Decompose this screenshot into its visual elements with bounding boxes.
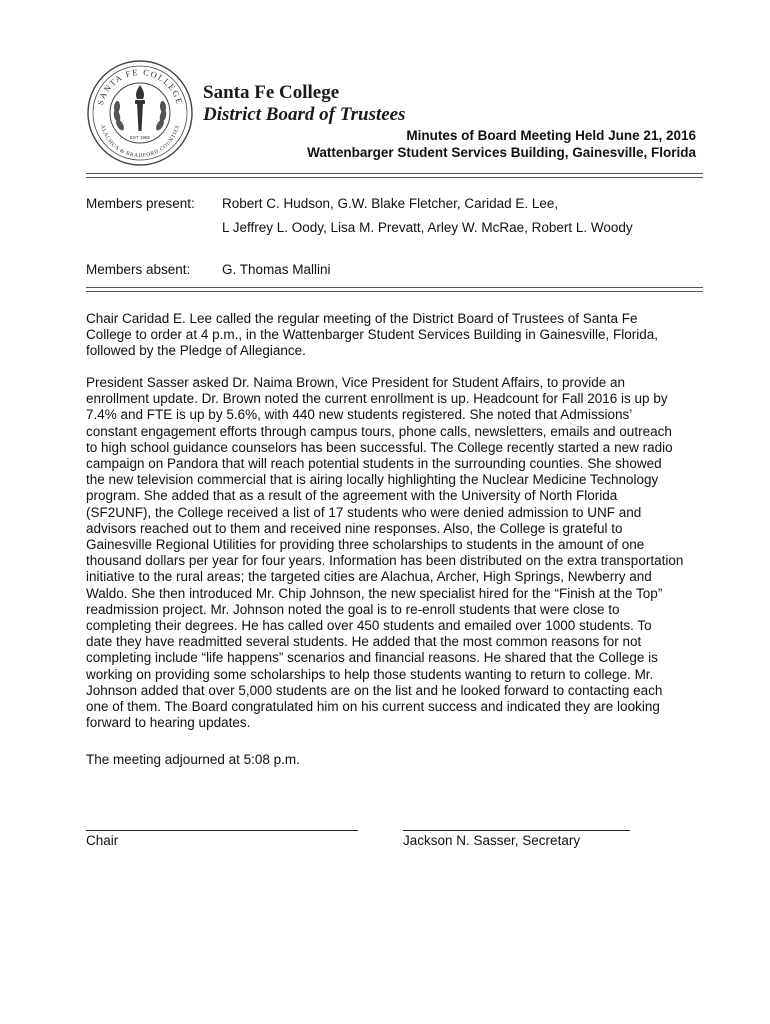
meeting-location: Wattenbarger Student Services Building, Gainesville, Florida bbox=[307, 145, 696, 160]
board-name: District Board of Trustees bbox=[203, 104, 406, 125]
text-line: completing their degrees. He has called over 450 students and emailed over 1000 students. To bbox=[86, 618, 652, 634]
text-line: forward to hearing updates. bbox=[86, 715, 251, 731]
svg-text:EST 1965: EST 1965 bbox=[130, 135, 150, 140]
text-line: Waldo. She then introduced Mr. Chip Johnson, the new specialist hired for the “Finish at the Top” bbox=[86, 585, 663, 601]
college-seal-icon bbox=[86, 59, 194, 167]
text-line: The meeting adjourned at 5:08 p.m. bbox=[86, 752, 300, 767]
text-line: to high school guidance counselors has been successful. The College recently started a new radio bbox=[86, 439, 673, 455]
members-divider bbox=[86, 287, 703, 292]
text-line: College to order at 4 p.m., in the Wattenbarger Student Services Building in Gainesville, Florida, bbox=[86, 327, 659, 343]
svg-text:SANTA FE COLLEGE: SANTA FE COLLEGE bbox=[94, 66, 186, 107]
secretary-signature-label: Jackson N. Sasser, Secretary bbox=[403, 833, 581, 848]
text-line: the new television commercial that is airing locally highlighting the Nuclear Medicine Technology bbox=[86, 472, 659, 488]
text-line: initiative to the rural areas; the targeted cities are Alachua, Archer, High Springs, Newberry and bbox=[86, 569, 652, 585]
chair-signature-label: Chair bbox=[86, 833, 119, 848]
minutes-title: Minutes of Board Meeting Held June 21, 2016 bbox=[406, 128, 696, 143]
text-line: President Sasser asked Dr. Naima Brown, Vice President for Student Affairs, to provide an bbox=[86, 375, 626, 390]
chair-signature-line bbox=[86, 830, 358, 831]
secretary-signature-line bbox=[403, 830, 630, 831]
text-line: Johnson added that over 5,000 students are on the list and he looked forward to contacting each bbox=[86, 682, 663, 698]
text-line: one of them. The Board congratulated him on his current success and indicated they are looking bbox=[86, 699, 660, 715]
text-line: enrollment update. Dr. Brown noted the current enrollment is up. Headcount for Fall 2016 is up by bbox=[86, 391, 668, 407]
text-line: thousand dollars per year for four years. Information has been distributed on the extra transportation bbox=[86, 553, 684, 569]
text-line: (SF2UNF), the College received a list of 17 students who were denied admission to UNF and bbox=[86, 504, 642, 520]
paragraph-call-to-order bbox=[86, 311, 706, 360]
members-present-line-2: L Jeffrey L. Oody, Lisa M. Prevatt, Arley W. McRae, Robert L. Woody bbox=[222, 220, 633, 235]
members-absent-value: G. Thomas Mallini bbox=[222, 262, 331, 277]
text-line: 7.4% and FTE is up by 5.6%, with 440 new students registered. She noted that Admissions’ bbox=[86, 407, 633, 423]
text-line: Gainesville Regional Utilities for providing three scholarships to students in the amount of one bbox=[86, 537, 645, 553]
members-absent-label: Members absent: bbox=[86, 262, 191, 277]
text-line: program. She added that as a result of the agreement with the University of North Florida bbox=[86, 488, 618, 504]
svg-text:ALACHUA & BRADFORD COUNTIES: ALACHUA & BRADFORD COUNTIES bbox=[98, 124, 182, 160]
members-present-line-1: Robert C. Hudson, G.W. Blake Fletcher, Caridad E. Lee, bbox=[222, 196, 559, 211]
paragraph-enrollment-update bbox=[86, 375, 706, 731]
text-line: Chair Caridad E. Lee called the regular meeting of the District Board of Trustees of Santa Fe bbox=[86, 311, 638, 326]
text-line: followed by the Pledge of Allegiance. bbox=[86, 343, 306, 359]
text-line: completing include “life happens” scenarios and financial reasons. He shared that the College is bbox=[86, 650, 658, 666]
text-line: advisors reached out to them and received nine responses. Also, the College is grateful to bbox=[86, 520, 623, 536]
text-line: campaign on Pandora that will reach potential students in the surrounding counties. She showed bbox=[86, 456, 662, 472]
paragraph-adjournment bbox=[86, 752, 706, 768]
text-line: date they have readmitted several students. He added that the most common reasons for not bbox=[86, 634, 642, 650]
text-line: working on providing some scholarships to help those students wanting to return to college. Mr. bbox=[86, 666, 654, 682]
members-present-label: Members present: bbox=[86, 196, 195, 211]
college-name: Santa Fe College bbox=[203, 82, 340, 103]
header-divider bbox=[86, 173, 703, 178]
text-line: readmission project. Mr. Johnson noted the goal is to re-enroll students that were close to bbox=[86, 601, 620, 617]
text-line: constant engagement efforts through campus tours, phone calls, newsletters, emails and outreach bbox=[86, 423, 672, 439]
